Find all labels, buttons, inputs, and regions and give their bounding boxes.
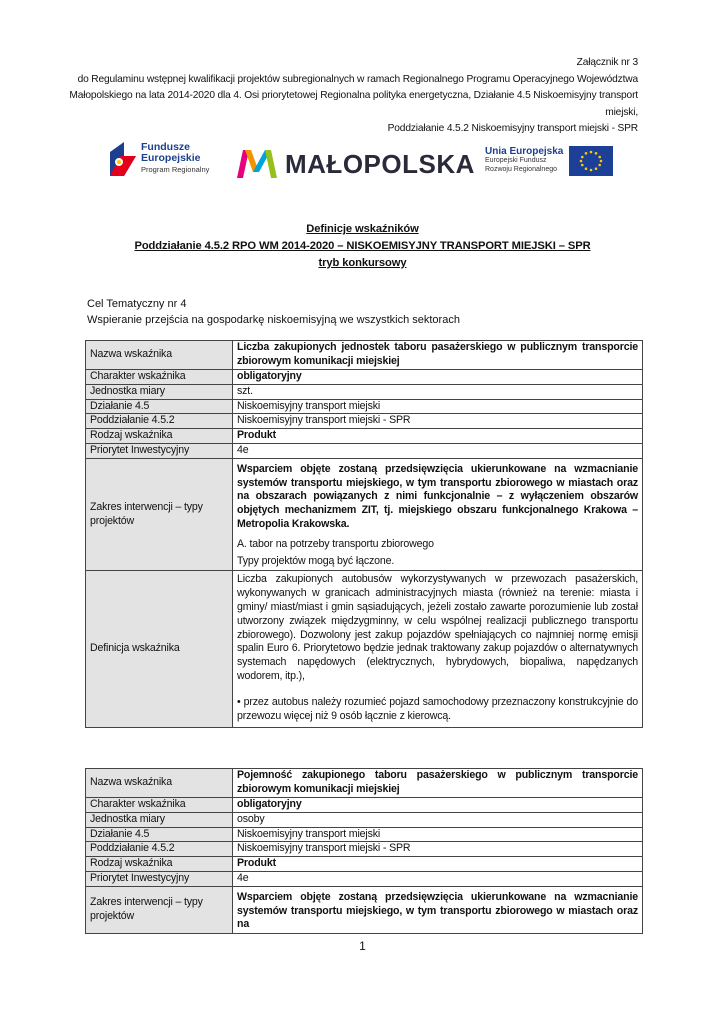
- label-cell: Poddziałanie 4.5.2: [86, 414, 233, 429]
- table-row: [86, 827, 643, 842]
- indicator-name: Liczba zakupionych jednostek taboru pasażerskiego w publicznym transporcie zbiorowym komunikacji miejskiej: [233, 341, 643, 370]
- label-cell: Działanie 4.5: [86, 399, 233, 414]
- title-line-1: Definicje wskaźników: [306, 223, 419, 235]
- fe-line-1: Fundusze: [141, 141, 190, 153]
- indicator-action: Niskoemisyjny transport miejski: [233, 827, 643, 842]
- indicator-priority: 4e: [233, 443, 643, 458]
- table-row: [86, 341, 643, 370]
- table-row: [86, 842, 643, 857]
- indicator-subaction: Niskoemisyjny transport miejski - SPR: [233, 414, 643, 429]
- definition-paragraph-1: Liczba zakupionych autobusów wykorzystywanych w przewozach pasażerskich, wykonywanych w granicach administracyjnych miasta (również na terenie: miasta i gminy/ miast/miast i gmin sąsiadujących, jeżeli zostało zawarte porozumienie lub został utworzony związek międzygminny, w celu wspólnej realizacji publicznego transportu zbiorowego). Dozwolony jest zakup pojazdów spełniających co najmniej normę emisji spalin Euro 6. Priorytetowo będzie jednak traktowany zakup pojazdów o alternatywnych systemach napędowych (elektrycznych, hybrydowych, biopaliwa, napędzanych wodorem, itp.),: [237, 573, 638, 682]
- eu-line-1: Unia Europejska: [485, 146, 564, 157]
- attachment-header: [58, 55, 638, 138]
- header-line-2: do Regulaminu wstępnej kwalifikacji projektów subregionalnych w ramach Regionalnego Programu Operacyjnego Województwa: [77, 73, 638, 85]
- table-row: [86, 769, 643, 798]
- table-row: [86, 429, 643, 444]
- table-row: [86, 857, 643, 872]
- table-row: [86, 399, 643, 414]
- malopolska-wordmark: MAŁOPOLSKA: [285, 149, 475, 179]
- label-cell: Priorytet Inwestycyjny: [86, 443, 233, 458]
- title-line-2: Poddziałanie 4.5.2 RPO WM 2014-2020 – NISKOEMISYJNY TRANSPORT MIEJSKI – SPR: [134, 239, 591, 252]
- document-title: [0, 221, 725, 271]
- indicator-character: obligatoryjny: [233, 798, 643, 813]
- indicator-action: Niskoemisyjny transport miejski: [233, 399, 643, 414]
- label-cell: Definicja wskaźnika: [86, 571, 233, 728]
- page-number: 1: [359, 939, 366, 953]
- indicator-priority: 4e: [233, 871, 643, 886]
- label-cell: Rodzaj wskaźnika: [86, 857, 233, 872]
- label-cell: Charakter wskaźnika: [86, 370, 233, 385]
- goal-line-2: Wspieranie przejścia na gospodarkę niskoemisyjną we wszystkich sektorach: [87, 313, 460, 326]
- label-cell: Nazwa wskaźnika: [86, 769, 233, 798]
- table-row: [86, 443, 643, 458]
- label-cell: Działanie 4.5: [86, 827, 233, 842]
- fe-line-2: Europejskie: [141, 152, 201, 164]
- label-cell: Jednostka miary: [86, 812, 233, 827]
- indicator-kind: Produkt: [233, 429, 643, 444]
- fundusze-europejskie-logo: [110, 138, 210, 184]
- indicator-character: obligatoryjny: [233, 370, 643, 385]
- table-row: [86, 370, 643, 385]
- table-row: [86, 798, 643, 813]
- table-row: [86, 384, 643, 399]
- indicator-scope: [233, 458, 643, 571]
- indicator-name: Pojemność zakupionego taboru pasażerskiego w publicznym transporcie zbiorowym komunikacji miejskiej: [233, 769, 643, 798]
- label-cell: Poddziałanie 4.5.2: [86, 842, 233, 857]
- scope-note: Typy projektów mogą być łączone.: [237, 554, 395, 567]
- fe-star-icon: [110, 142, 136, 176]
- goal-line-1: Cel Tematyczny nr 4: [87, 298, 187, 310]
- table-row: [86, 458, 643, 571]
- scope-description: Wsparciem objęte zostaną przedsięwzięcia ukierunkowane na wzmacnianie systemów transportu miejskiego, w tym transportu zbiorowego w miastach oraz na obszarach powiązanych z nimi funkcjonalnie – z wyłączeniem obszarów objętych mechanizmem ZIT, tj. miejskiego obszaru funkcjonalnego Krakowa – Metropolia Krakowska.: [237, 462, 638, 530]
- indicator-unit: szt.: [233, 384, 643, 399]
- fe-line-3: Program Regionalny: [141, 165, 210, 174]
- table-row: [86, 571, 643, 728]
- indicator-scope: Wsparciem objęte zostaną przedsięwzięcia ukierunkowane na wzmacnianie systemów transportu miejskiego, w tym transportu zbiorowego w miastach oraz na: [233, 886, 643, 933]
- malopolska-m-icon: [235, 146, 281, 180]
- eu-line-3: Rozwoju Regionalnego: [485, 165, 557, 173]
- indicator-unit: osoby: [233, 812, 643, 827]
- definition-paragraph-2: • przez autobus należy rozumieć pojazd samochodowy przeznaczony konstrukcyjnie do przewozu więcej niż 9 osób łącznie z kierowcą.: [237, 695, 638, 722]
- label-cell: Priorytet Inwestycyjny: [86, 871, 233, 886]
- eu-flag-icon: [569, 146, 613, 176]
- scope-type-a: A. tabor na potrzeby transportu zbiorowego: [237, 537, 434, 550]
- table-row: [86, 812, 643, 827]
- header-line-3: Małopolskiego na lata 2014-2020 dla 4. Osi priorytetowej Regionalna polityka energetyczna, Działanie 4.5 Niskoemisyjny transport miejski,: [69, 90, 638, 118]
- label-cell: Nazwa wskaźnika: [86, 341, 233, 370]
- thematic-goal: [87, 297, 460, 328]
- table-row: [86, 886, 643, 933]
- label-cell: Charakter wskaźnika: [86, 798, 233, 813]
- title-line-3: tryb konkursowy: [318, 256, 407, 269]
- indicator-table-2: [85, 768, 643, 934]
- header-line-4: Poddziałanie 4.5.2 Niskoemisyjny transport miejski - SPR: [387, 123, 638, 135]
- label-cell: Rodzaj wskaźnika: [86, 429, 233, 444]
- label-cell: Jednostka miary: [86, 384, 233, 399]
- header-line-1: Załącznik nr 3: [576, 57, 638, 68]
- malopolska-logo: [235, 146, 475, 182]
- indicator-table-1: [85, 340, 643, 728]
- table-row: [86, 414, 643, 429]
- indicator-definition: [233, 571, 643, 728]
- eu-line-2: Europejski Fundusz: [485, 157, 547, 164]
- logo-bar: [110, 138, 630, 186]
- unia-europejska-logo: [485, 146, 615, 186]
- label-cell: Zakres interwencji – typy projektów: [86, 458, 233, 571]
- indicator-subaction: Niskoemisyjny transport miejski - SPR: [233, 842, 643, 857]
- table-row: [86, 871, 643, 886]
- label-cell: Zakres interwencji – typy projektów: [86, 886, 233, 933]
- indicator-kind: Produkt: [233, 857, 643, 872]
